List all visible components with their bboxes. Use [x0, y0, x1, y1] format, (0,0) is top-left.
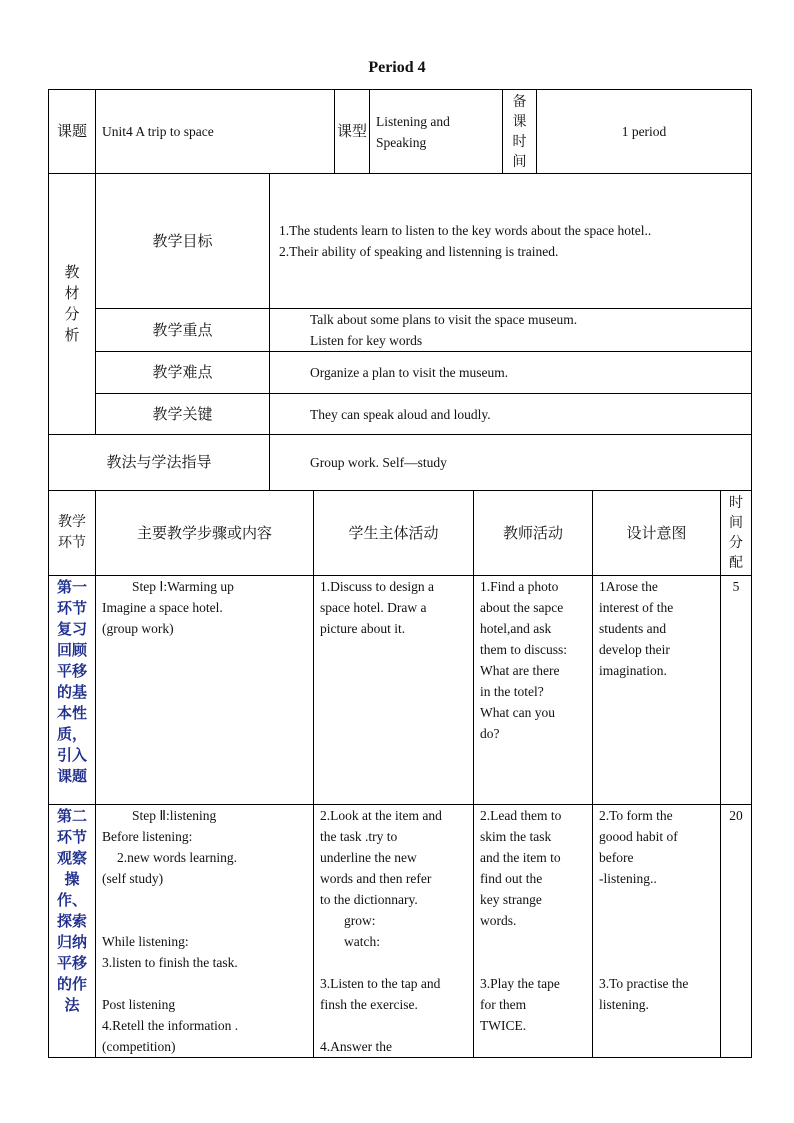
- stage-2-student-line: the task .try to: [320, 829, 398, 844]
- key-value: They can speak aloud and loudly.: [270, 394, 752, 435]
- stage-2-intent-line: [599, 910, 714, 931]
- page-title: Period 4: [368, 59, 426, 76]
- stage-2-teacher-line: 2.Lead them to: [480, 808, 562, 823]
- stage-2-students: [314, 805, 474, 1058]
- col-time: [721, 491, 752, 576]
- stage-2-step-line: Step Ⅱ:listening: [132, 808, 217, 823]
- stage-1-student-line: picture about it.: [320, 621, 406, 636]
- stage-1-teacher-line: 1.Find a photo: [480, 579, 559, 594]
- stage-1-intent-line: imagination.: [599, 663, 667, 678]
- col-stage-text: 教学环节: [58, 514, 86, 551]
- stage-2-teacher-line: skim the task: [480, 829, 552, 844]
- stage-2-teacher-line: and the item to: [480, 850, 561, 865]
- stage-2-step-line: Before listening:: [102, 829, 193, 844]
- col-steps: 主要教学步骤或内容: [96, 491, 314, 576]
- stage-1-name: [49, 576, 96, 805]
- stage-2-intent-line: 2.To form the: [599, 808, 673, 823]
- stage-1-teacher-line: hotel,and ask: [480, 621, 552, 636]
- objective-label: 教学目标: [96, 174, 270, 309]
- stage-2-teacher-line: TWICE.: [480, 1018, 527, 1033]
- col-teacher: 教师活动: [474, 491, 593, 576]
- stage-2-teacher-line: [480, 952, 586, 973]
- stage-2-student-line: finsh the exercise.: [320, 997, 418, 1012]
- stage-1-time: 5: [721, 576, 752, 805]
- col-stage: [49, 491, 96, 576]
- stage-1-step-line: Step Ⅰ:Warming up: [132, 579, 234, 594]
- method-label: 教法与学法指导: [49, 435, 270, 491]
- process-table: [48, 490, 752, 1058]
- stage-2-intent-line: -listening..: [599, 871, 657, 886]
- stage-1-steps: [96, 576, 314, 805]
- stage-2-teacher-line: for them: [480, 997, 527, 1012]
- difficulty-value: Organize a plan to visit the museum.: [270, 352, 752, 394]
- stage-1-step-line: Imagine a space hotel.: [102, 600, 223, 615]
- stage-1-intent-line: 1Arose the: [599, 579, 658, 594]
- objective-line-1: 1.The students learn to listen to the key words about the space hotel..: [279, 223, 652, 238]
- stage-1-students: [314, 576, 474, 805]
- col-time-text: 时间分配: [729, 495, 743, 571]
- keypoint-line-1: Talk about some plans to visit the space museum.: [310, 312, 578, 327]
- stage-1-intent: [593, 576, 721, 805]
- type-label-text: 课型: [336, 122, 367, 140]
- stage-1-teacher-line: them to discuss:: [480, 642, 567, 657]
- stage-1-student-line: space hotel. Draw a: [320, 600, 427, 615]
- stage-1-intent-line: interest of the: [599, 600, 674, 615]
- stage-2-teacher: [474, 805, 593, 1058]
- stage-1-teacher: [474, 576, 593, 805]
- stage-1-teacher-line: about the sapce: [480, 600, 564, 615]
- prep-label-text: 备课时间: [512, 93, 527, 170]
- stage-2-intent-line: [599, 931, 714, 952]
- stage-1-teacher-line: What can you: [480, 705, 555, 720]
- stage-2-name: [49, 805, 96, 1058]
- stage-2-student-line: 2.Look at the item and: [320, 808, 442, 823]
- stage-2-step-line: Post listening: [102, 997, 176, 1012]
- stage-1-teacher-line: in the totel?: [480, 684, 544, 699]
- analysis-section-text: 教材分析: [64, 263, 80, 344]
- stage-1-teacher-line: What are there: [480, 663, 560, 678]
- stage-1-intent-line: students and: [599, 621, 667, 636]
- stage-2-teacher-line: [480, 931, 586, 952]
- stage-2-intent-line: 3.To practise the: [599, 976, 689, 991]
- stage-2-student-line: 3.Listen to the tap and: [320, 976, 441, 991]
- stage-2-teacher-line: key strange: [480, 892, 542, 907]
- stage-2-student-line: [320, 1015, 467, 1036]
- keypoint-line-2: Listen for key words: [310, 333, 423, 348]
- stage-2-step-line: While listening:: [102, 934, 189, 949]
- stage-2-step-line: [102, 910, 307, 931]
- stage-2-name-text: 第二环节观察操作、探索归纳平移的作法: [56, 807, 87, 1014]
- stage-2-step-line: 3.listen to finish the task.: [102, 955, 238, 970]
- stage-1-step-line: (group work): [102, 621, 174, 636]
- stage-2-step-line: 4.Retell the information .: [102, 1018, 239, 1033]
- lesson-plan-table: [48, 89, 752, 491]
- prep-label: [503, 90, 537, 174]
- analysis-section-label: [49, 174, 96, 435]
- difficulty-label: 教学难点: [96, 352, 270, 394]
- stage-2-student-line: grow:: [344, 913, 376, 928]
- type-value: [370, 90, 503, 174]
- method-value: Group work. Self—study: [270, 435, 752, 491]
- stage-2-teacher-line: words.: [480, 913, 517, 928]
- stage-1-teacher-line: do?: [480, 726, 500, 741]
- stage-2-intent-line: goood habit of: [599, 829, 678, 844]
- stage-2-intent: [593, 805, 721, 1058]
- course-value: Unit4 A trip to space: [96, 90, 335, 174]
- stage-2-intent-line: [599, 889, 714, 910]
- stage-1-intent-line: develop their: [599, 642, 670, 657]
- stage-2-teacher-line: 3.Play the tape: [480, 976, 560, 991]
- stage-2-student-line: underline the new: [320, 850, 417, 865]
- stage-2-step-line: [102, 889, 307, 910]
- col-students: 学生主体活动: [314, 491, 474, 576]
- stage-2-step-line: (self study): [102, 871, 164, 886]
- stage-2-student-line: watch:: [344, 934, 380, 949]
- type-value-line-2: Speaking: [376, 134, 427, 150]
- stage-2-student-line: words and then refer: [320, 871, 432, 886]
- type-value-line-1: Listening and: [376, 113, 450, 129]
- stage-2-intent-line: before: [599, 850, 634, 865]
- col-intent: 设计意图: [593, 491, 721, 576]
- stage-2-intent-line: listening.: [599, 997, 649, 1012]
- type-label: [335, 90, 370, 174]
- objective-line-2: 2.Their ability of speaking and listenning is trained.: [279, 244, 559, 259]
- stage-2-teacher-line: find out the: [480, 871, 543, 886]
- stage-2-step-line: (competition): [102, 1039, 176, 1054]
- key-label: 教学关键: [96, 394, 270, 435]
- stage-2-time: 20: [721, 805, 752, 1058]
- keypoint-label: 教学重点: [96, 309, 270, 352]
- stage-2-student-line: to the dictionnary.: [320, 892, 418, 907]
- objective-value: [270, 174, 752, 309]
- stage-2-intent-line: [599, 952, 714, 973]
- keypoint-value: [270, 309, 752, 352]
- stage-2-step-line: [102, 973, 307, 994]
- course-label: 课题: [49, 90, 96, 174]
- stage-1-name-text: 第一环节复习回顾平移的基本性质，引入课题: [56, 578, 87, 785]
- stage-2-student-line: [320, 952, 467, 973]
- stage-2-steps: [96, 805, 314, 1058]
- stage-1-student-line: 1.Discuss to design a: [320, 579, 434, 594]
- stage-2-step-line: 2.new words learning.: [117, 850, 237, 865]
- stage-2-student-line: 4.Answer the: [320, 1039, 392, 1054]
- prep-value: 1 period: [537, 90, 752, 174]
